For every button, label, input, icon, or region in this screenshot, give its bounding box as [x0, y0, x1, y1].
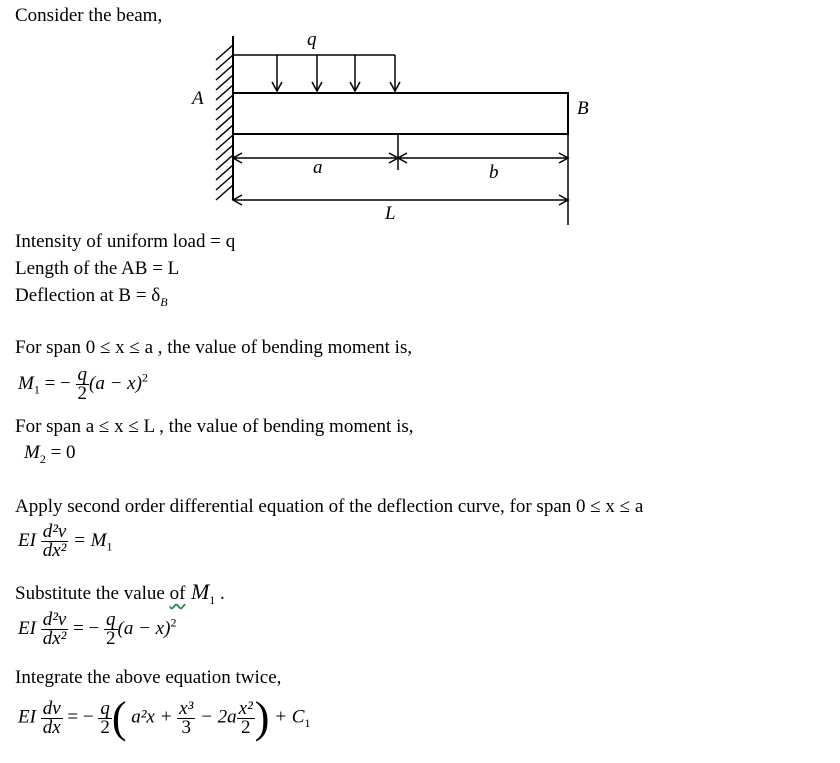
- diff-eq-2: EI $\frac{\text{d²v}}{\text{dx²}}$ = − $\frac{q}{2}$ $(a - x)^2$: [18, 609, 177, 649]
- end-b-label: B: [577, 98, 589, 119]
- substitute-text: Substitute the value of $M_1$ .: [15, 579, 225, 607]
- load-arrows: [272, 55, 400, 91]
- given-load: Intensity of uniform load = q: [15, 231, 236, 252]
- dim-a-label: a: [313, 157, 323, 178]
- integrate-text: Integrate the above equation twice,: [15, 667, 282, 688]
- given-length: Length of the AB = L: [15, 258, 180, 279]
- intro-text: Consider the beam,: [15, 5, 163, 26]
- load-label: q: [307, 29, 317, 50]
- apply-text: Apply second order differential equation of the deflection curve, for span 0 ≤ x ≤ a: [15, 496, 644, 517]
- given-deflection: Deflection at $B = \delta_B$: [15, 285, 168, 309]
- dim-L-label: L: [385, 203, 396, 224]
- dim-b-label: b: [489, 162, 499, 183]
- diff-eq-1: EI $\frac{\text{d²v}}{\text{dx²}}$ = $M_1$: [18, 521, 113, 561]
- end-a-label: A: [192, 88, 204, 109]
- span2-text: For span a ≤ x ≤ L , the value of bending moment is,: [15, 416, 414, 437]
- m1-equation: $M_1$ = − $\frac{q}{2}$ $(a - x)^2$: [18, 364, 148, 404]
- integrated-equation: EI $\frac{dv}{dx}$ = − $\frac{q}{2}$ ( a²x + $\frac{\text{x³}}{3}$ − 2a $\frac{\text{x²}}{2}$ ) + $C_1$: [18, 693, 311, 742]
- wall-hatching: [216, 45, 233, 200]
- dimension-lines: [233, 153, 568, 205]
- m2-equation: $M_2 = 0$: [24, 442, 76, 466]
- beam-rect: [233, 93, 568, 134]
- span1-text: For span 0 ≤ x ≤ a , the value of bending moment is,: [15, 337, 413, 358]
- beam-diagram: [0, 0, 840, 230]
